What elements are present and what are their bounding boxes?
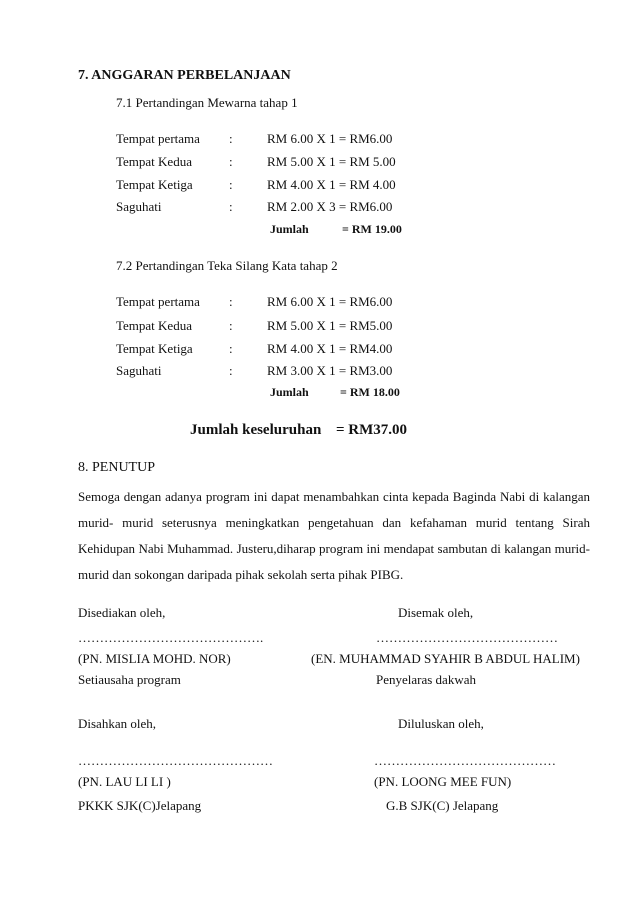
row-separator: : xyxy=(229,177,233,192)
total-value: = RM 19.00 xyxy=(342,222,402,236)
paragraph-line: Kehidupan Nabi Muhammad. Justeru,diharap program ini mendapat sambutan di kalangan murid- xyxy=(78,541,590,556)
section-7-heading: 7. ANGGARAN PERBELANJAAN xyxy=(78,68,291,83)
prepared-by-signature-line: ……………………………………. xyxy=(78,630,264,645)
row-separator: : xyxy=(229,154,233,169)
row-label: Saguhati xyxy=(116,199,162,214)
verified-by-name: (PN. LAU LI LI ) xyxy=(78,774,171,789)
subsection-7-1-title: 7.1 Pertandingan Mewarna tahap 1 xyxy=(116,95,298,110)
paragraph-line: Semoga dengan adanya program ini dapat menambahkan cinta kepada Baginda Nabi di kalangan xyxy=(78,489,590,504)
verified-by-label: Disahkan oleh, xyxy=(78,716,156,731)
row-value: RM 4.00 X 1 = RM 4.00 xyxy=(267,177,396,192)
total-label: Jumlah xyxy=(270,222,309,236)
row-value: RM 3.00 X 1 = RM3.00 xyxy=(267,363,393,378)
checked-by-name: (EN. MUHAMMAD SYAHIR B ABDUL HALIM) xyxy=(311,651,580,666)
approved-by-position: G.B SJK(C) Jelapang xyxy=(386,798,499,813)
row-separator: : xyxy=(229,294,233,309)
row-label: Saguhati xyxy=(116,363,162,378)
row-label: Tempat Ketiga xyxy=(116,177,193,192)
approved-by-signature-line: …………………………………… xyxy=(374,753,556,768)
row-separator: : xyxy=(229,363,233,378)
row-separator: : xyxy=(229,199,233,214)
row-label: Tempat pertama xyxy=(116,294,200,309)
grand-total-label: Jumlah keseluruhan xyxy=(190,422,322,438)
section-8-heading: 8. PENUTUP xyxy=(78,460,156,475)
row-value: RM 5.00 X 1 = RM5.00 xyxy=(267,318,393,333)
grand-total-value: = RM37.00 xyxy=(336,422,408,438)
row-value: RM 5.00 X 1 = RM 5.00 xyxy=(267,154,396,169)
checked-by-signature-line: …………………………………… xyxy=(376,630,558,645)
prepared-by-name: (PN. MISLIA MOHD. NOR) xyxy=(78,651,231,666)
total-label: Jumlah xyxy=(270,385,309,399)
row-value: RM 4.00 X 1 = RM4.00 xyxy=(267,341,393,356)
row-value: RM 6.00 X 1 = RM6.00 xyxy=(267,131,393,146)
row-value: RM 6.00 X 1 = RM6.00 xyxy=(267,294,393,309)
approved-by-label: Diluluskan oleh, xyxy=(398,716,484,731)
prepared-by-position: Setiausaha program xyxy=(78,672,181,687)
closing-paragraph xyxy=(78,484,590,588)
paragraph-line: murid dan sokongan daripada pihak sekolah serta pihak PIBG. xyxy=(78,567,404,582)
row-separator: : xyxy=(229,131,233,146)
row-separator: : xyxy=(229,318,233,333)
subsection-7-2-title: 7.2 Pertandingan Teka Silang Kata tahap 2 xyxy=(116,258,338,273)
prepared-by-label: Disediakan oleh, xyxy=(78,605,166,620)
verified-by-signature-line: ……………………………………… xyxy=(78,753,273,768)
checked-by-position: Penyelaras dakwah xyxy=(376,672,476,687)
row-label: Tempat Kedua xyxy=(116,154,192,169)
row-label: Tempat pertama xyxy=(116,131,200,146)
row-separator: : xyxy=(229,341,233,356)
approved-by-name: (PN. LOONG MEE FUN) xyxy=(374,774,512,789)
row-label: Tempat Ketiga xyxy=(116,341,193,356)
total-value: = RM 18.00 xyxy=(340,385,400,399)
verified-by-position: PKKK SJK(C)Jelapang xyxy=(78,798,202,813)
paragraph-line: murid- murid seterusnya meningkatkan pengetahuan dan kefahaman murid tentang Sirah xyxy=(78,515,590,530)
row-value: RM 2.00 X 3 = RM6.00 xyxy=(267,199,393,214)
row-label: Tempat Kedua xyxy=(116,318,192,333)
checked-by-label: Disemak oleh, xyxy=(398,605,474,620)
